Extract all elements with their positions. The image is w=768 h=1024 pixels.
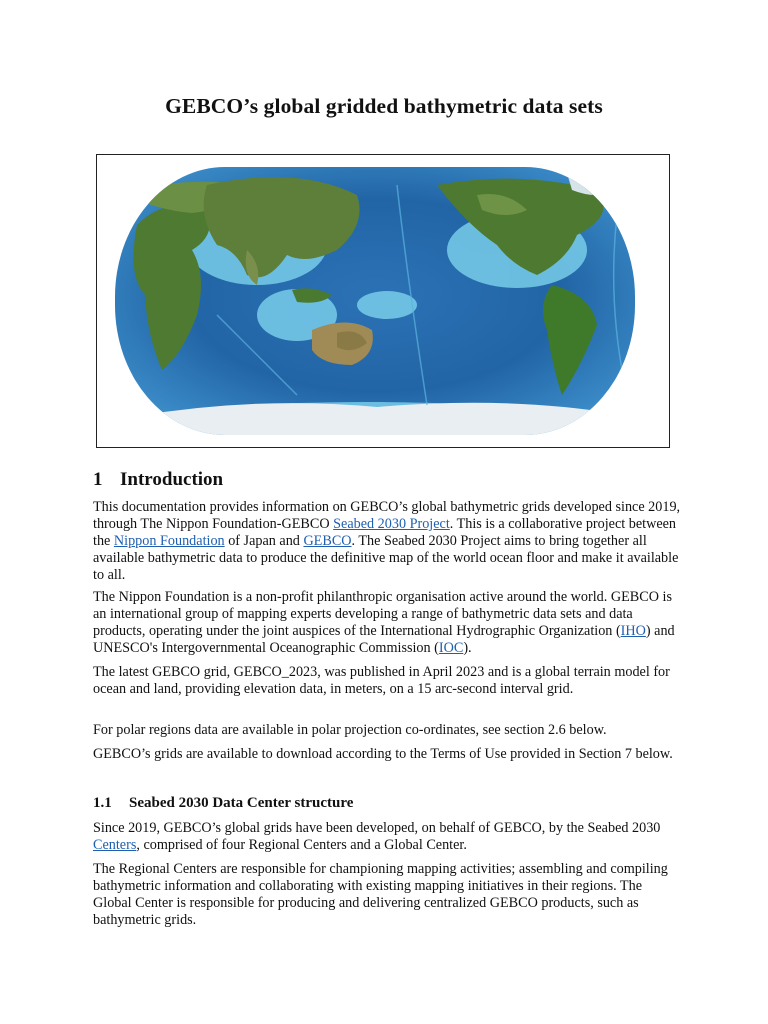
structure-paragraph-2: The Regional Centers are responsible for championing mapping activities; assembling and compiling bathymetric information and collaborating with existing mapping initiatives in their regions. The Global Center is responsible for producing and delivering centralized GEBCO products, such as bathymetric grids. — [93, 861, 668, 928]
centers-link[interactable]: Centers — [93, 836, 137, 853]
text-run: The Nippon Foundation is a non-profit philanthropic organisation active around the world. GEBCO is an international group of mapping experts developing a range of bathymetric data sets and data products, operating under the joint auspices of the International Hydrographic Organization ( — [93, 589, 672, 639]
intro-paragraph-1 — [93, 499, 683, 584]
intro-paragraph-2 — [93, 589, 683, 657]
section-title: Seabed 2030 Data Center structure — [129, 795, 354, 811]
section-number: 1 — [93, 469, 103, 490]
section-title: Introduction — [120, 469, 224, 490]
nippon-foundation-link[interactable]: Nippon Foundation — [113, 532, 225, 549]
text-run: of Japan and — [224, 532, 304, 549]
text-run: , comprised of four Regional Centers and a Global Center. — [136, 836, 467, 853]
intro-paragraph-3: The latest GEBCO grid, GEBCO_2023, was published in April 2023 and is a global terrain model for ocean and land, providing elevation data, in meters, on a 15 arc-second interval grid. — [93, 664, 670, 697]
intro-paragraph-5: GEBCO’s grids are available to download according to the Terms of Use provided in Section 7 below. — [93, 746, 673, 762]
text-run: Since 2019, GEBCO’s global grids have been developed, on behalf of GEBCO, by the Seabed 2030 — [93, 820, 661, 836]
text-run: This documentation provides information on GEBCO’s global bathymetric grids developed since 2019, through The Nippon Foundation-GEBCO — [93, 499, 681, 532]
iho-link[interactable]: IHO — [620, 622, 646, 639]
ioc-link[interactable]: IOC — [438, 639, 464, 656]
world-bathymetry-map — [96, 154, 670, 448]
section-1-heading — [93, 469, 223, 491]
text-run: ) and UNESCO's Intergovernmental Oceanographic Commission ( — [93, 622, 675, 656]
seabed-2030-link[interactable]: Seabed 2030 Project — [333, 515, 450, 532]
gebco-link[interactable]: GEBCO — [303, 532, 352, 549]
intro-paragraph-4: For polar regions data are available in polar projection co-ordinates, see section 2.6 below. — [93, 722, 607, 738]
document-title: GEBCO’s global gridded bathymetric data sets — [165, 94, 603, 118]
text-run: . The Seabed 2030 Project aims to bring together all available bathymetric data to produce the definitive map of the world ocean floor and make it available to all. — [93, 532, 679, 583]
section-1-1-heading — [93, 795, 353, 812]
map-graphic — [97, 155, 669, 447]
section-number: 1.1 — [93, 795, 112, 811]
structure-paragraph-1 — [93, 820, 683, 854]
text-run: . This is a collaborative project between the — [93, 515, 677, 549]
text-run: ). — [463, 639, 472, 656]
